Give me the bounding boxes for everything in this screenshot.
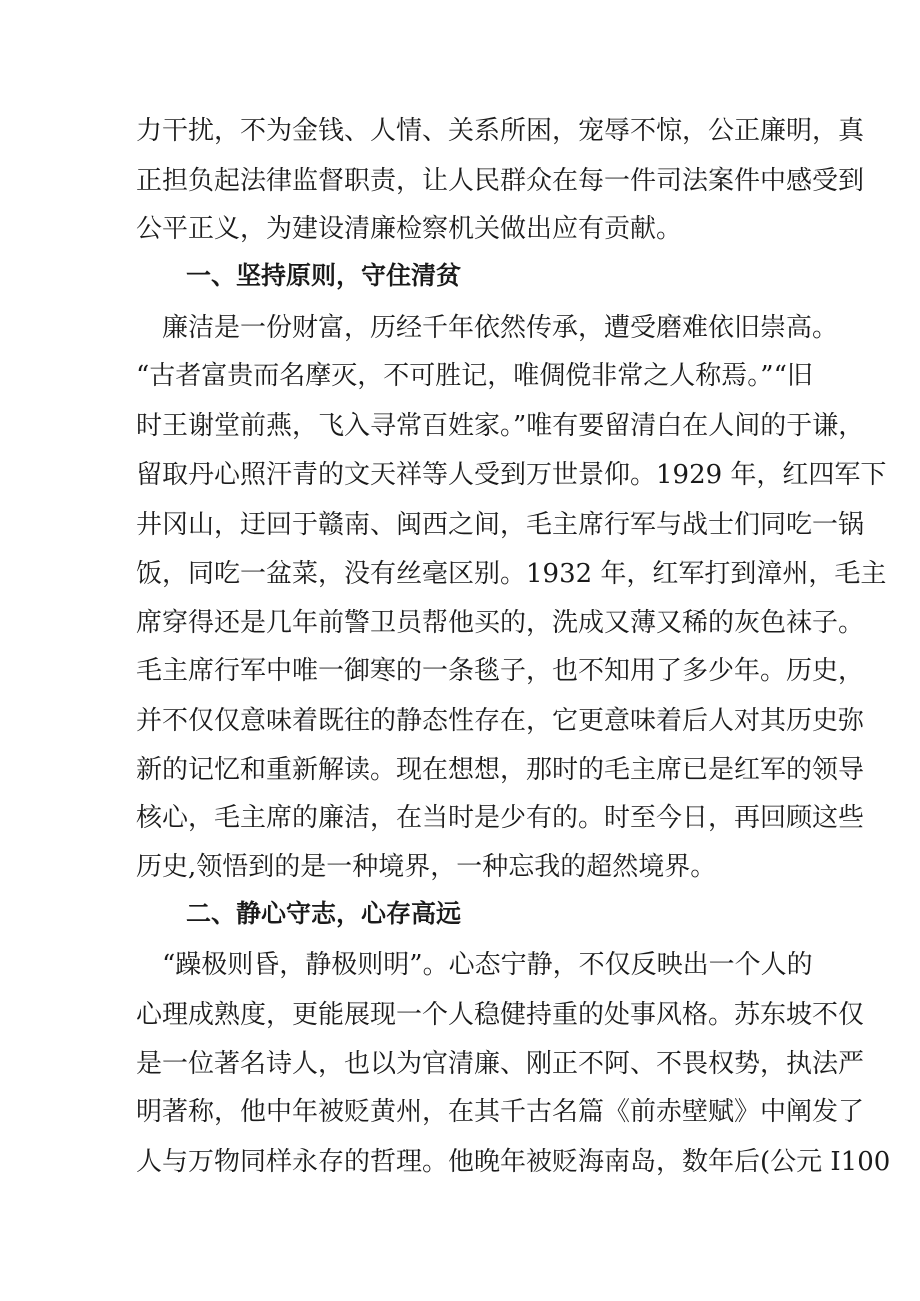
intro-line-3: 公平正义，为建设清廉检察机关做出应有贡献。: [136, 214, 683, 244]
section-1-line-11: 核心，毛主席的廉洁，在当时是少有的。时至今日，再回顾这些: [136, 803, 865, 833]
section-1-line-2: “古者富贵而名摩灭，不可胜记，唯倜傥非常之人称焉。”“旧: [136, 361, 813, 391]
section-1-heading: 一、坚持原则，守住清贫: [186, 261, 462, 290]
intro-line-1: 力干扰，不为金钱、人情、关系所困，宠辱不惊，公正廉明，真: [136, 116, 865, 146]
intro-line-2: 正担负起法律监督职责，让人民群众在每一件司法案件中感受到: [136, 166, 865, 196]
section-1-line-12: 历史,领悟到的是一种境界，一种忘我的超然境界。: [136, 852, 717, 882]
section-1-line-9: 并不仅仅意味着既往的静态性存在，它更意味着后人对其历史弥: [136, 706, 865, 736]
section-2-line-5: 人与万物同样永存的哲理。他晚年被贬海南岛，数年后(公元 I100: [136, 1147, 891, 1177]
section-1-line-3: 时王谢堂前燕，飞入寻常百姓家。”唯有要留清白在人间的于谦，: [136, 411, 865, 441]
section-1-line-6: 饭，同吃一盆菜，没有丝毫区别。1932 年，红军打到漳州，毛主: [136, 559, 887, 589]
section-2-line-4: 明著称，他中年被贬黄州，在其千古名篇《前赤壁赋》中阐发了: [136, 1097, 865, 1127]
section-1-line-7: 席穿得还是几年前警卫员帮他买的，洗成又薄又稀的灰色袜子。: [136, 608, 865, 638]
section-1-line-8: 毛主席行军中唯一御寒的一条毯子，也不知用了多少年。历史，: [136, 656, 865, 686]
section-2-line-3: 是一位著名诗人，也以为官清廉、刚正不阿、不畏权势，执法严: [136, 1049, 865, 1079]
section-1-line-10: 新的记忆和重新解读。现在想想，那时的毛主席已是红军的领导: [136, 755, 865, 785]
section-2-heading: 二、静心守志，心存高远: [186, 899, 462, 928]
section-1-line-5: 井冈山，迂回于赣南、闽西之间，毛主席行军与战士们同吃一锅: [136, 510, 865, 540]
section-2-line-1: “躁极则昏，静极则明”。心态宁静，不仅反映出一个人的: [136, 950, 813, 980]
section-1-line-1: 廉洁是一份财富，历经千年依然传承，遭受磨难依旧崇高。: [136, 313, 839, 343]
section-1-line-4: 留取丹心照汗青的文天祥等人受到万世景仰。1929 年，红四军下: [136, 460, 887, 490]
section-2-line-2: 心理成熟度，更能展现一个人稳健持重的处事风格。苏东坡不仅: [136, 1000, 865, 1030]
